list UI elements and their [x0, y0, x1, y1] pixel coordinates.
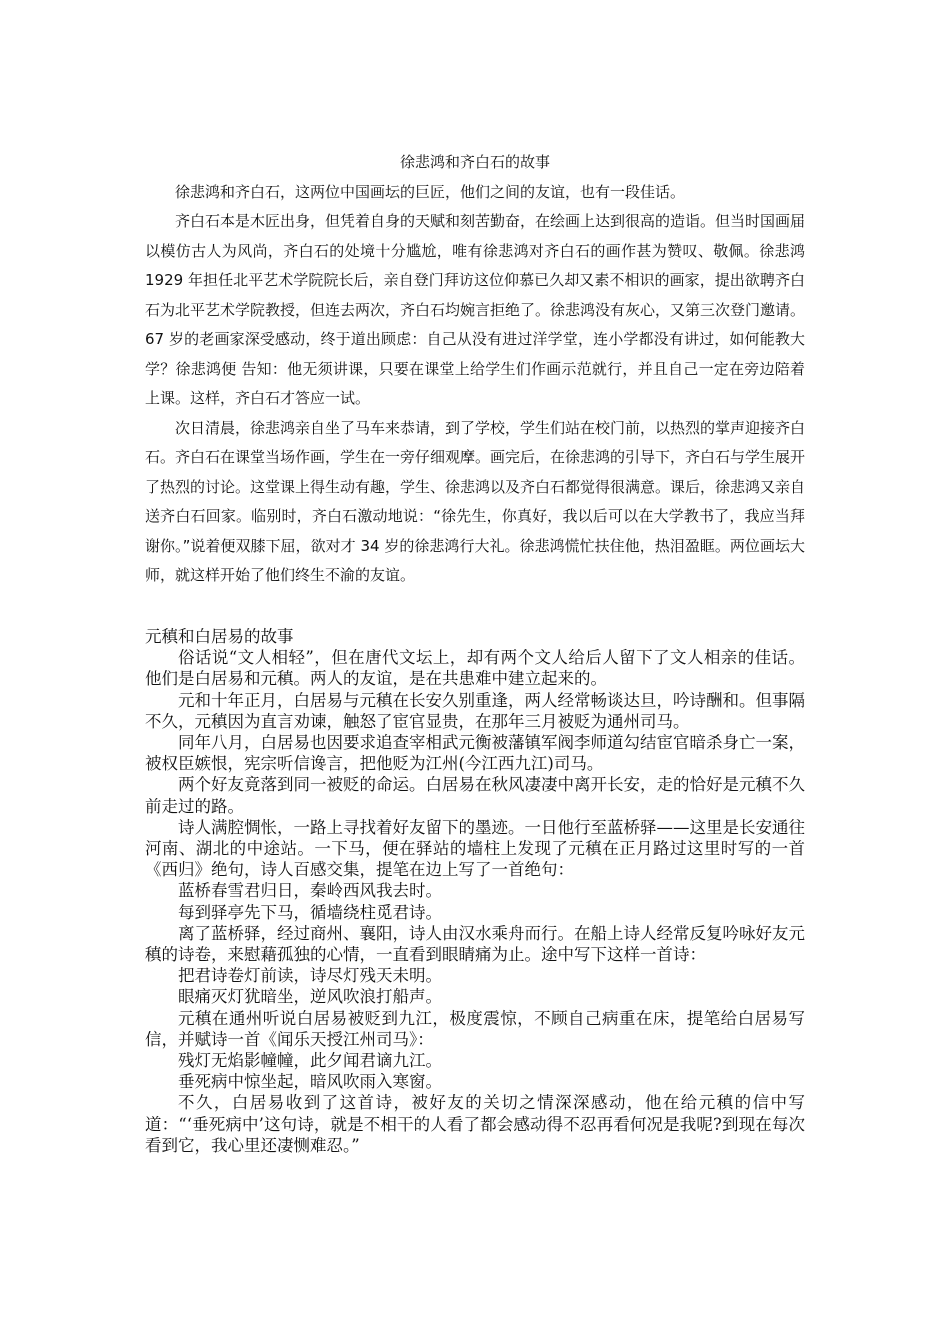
poem-line: 蓝桥春雪君归日，秦岭西风我去时。: [178, 881, 442, 901]
paragraph: 不久，白居易收到了这首诗，被好友的关切之情深深感动，他在给元稹的信中写道：“‘垂死病中’这句诗，就是不相干的人看了都会感动得不忍再看何况是我呢?到现在每次看到它，我心里还凄恻难忍。”: [145, 1093, 805, 1155]
story-title: 徐悲鸿和齐白石的故事: [399, 153, 550, 171]
paragraph: 徐悲鸿和齐白石，这两位中国画坛的巨匠，他们之间的友谊，也有一段佳话。: [175, 182, 686, 201]
paragraph: 两个好友竟落到同一被贬的命运。白居易在秋风凄凄中离开长安，走的恰好是元稹不久前走过的路。: [145, 775, 805, 816]
paragraph: 齐白石本是木匠出身，但凭着自身的天赋和刻苦勤奋，在绘画上达到很高的造诣。但当时国画届以模仿古人为风尚，齐白石的处境十分尴尬，唯有徐悲鸿对齐白石的画作甚为赞叹、敬佩。徐悲鸿 1929 年担任北平艺术学院院长后，亲自登门拜访这位仰慕已久却又素不相识的画家，提出欲聘齐白石为北平艺术学院教授，但连去两次，齐白石均婉言拒绝了。徐悲鸿没有灰心，又第三次登门邀请。67 岁的老画家深受感动，终于道出顾虑：自己从没有进过洋学堂，连小学都没有讲过，如何能教大学？徐悲鸿便 告知：他无须讲课，只要在课堂上给学生们作画示范就行，并且自己一定在旁边陪着上课。这样，齐白石才答应一试。: [145, 212, 806, 407]
story-title: 元稹和白居易的故事: [145, 627, 294, 646]
poem-line: 残灯无焰影幢幢，此夕闻君谪九江。: [178, 1051, 442, 1071]
poem-line: 每到驿亭先下马，循墙绕柱觅君诗。: [178, 902, 442, 922]
poem-line: 把君诗卷灯前读，诗尽灯残天未明。: [178, 966, 442, 986]
story-yuan-bai: [145, 626, 805, 1156]
paragraph: 元稹在通州听说白居易被贬到九江，极度震惊，不顾自己病重在床，提笔给白居易写信，并赋诗一首《闻乐天授江州司马》：: [145, 1008, 805, 1049]
paragraph: 同年八月，白居易也因要求追查宰相武元衡被藩镇军阀李师道勾结宦官暗杀身亡一案，被权臣嫉恨，宪宗听信谗言，把他贬为江州(今江西九江)司马。: [145, 733, 805, 774]
poem-line: 眼痛灭灯犹暗坐，逆风吹浪打船声。: [178, 987, 442, 1007]
poem-line: 垂死病中惊坐起，暗风吹雨入寒窗。: [178, 1072, 442, 1092]
story-xu-qi: [145, 148, 805, 591]
paragraph: 俗话说“文人相轻”，但在唐代文坛上，却有两个文人给后人留下了文人相亲的佳话。他们是白居易和元稹。两人的友谊，是在共患难中建立起来的。: [145, 648, 805, 689]
paragraph: 次日清晨，徐悲鸿亲自坐了马车来恭请，到了学校，学生们站在校门前，以热烈的掌声迎接齐白石。齐白石在课堂当场作画，学生在一旁仔细观摩。画完后，在徐悲鸿的引导下，齐白石与学生展开了热烈的讨论。这堂课上得生动有趣，学生、徐悲鸿以及齐白石都觉得很满意。课后，徐悲鸿又亲自送齐白石回家。临别时，齐白石激动地说：“徐先生，你真好，我以后可以在大学教书了，我应当拜谢你。”说着便双膝下屈，欲对才 34 岁的徐悲鸿行大礼。徐悲鸿慌忙扶住他，热泪盈眶。两位画坛大师，就这样开始了他们终生不渝的友谊。: [145, 418, 806, 584]
paragraph: 离了蓝桥驿，经过商州、襄阳，诗人由汉水乘舟而行。在船上诗人经常反复吟咏好友元稹的诗卷，来慰藉孤独的心情，一直看到眼睛痛为止。途中写下这样一首诗：: [145, 923, 805, 965]
paragraph: 诗人满腔惆怅，一路上寻找着好友留下的墨迹。一日他行至蓝桥驿——这里是长安通往河南、湖北的中途站。一下马，便在驿站的墙柱上发现了元稹在正月路过这里时写的一首《西归》绝句，诗人百感交集，提笔在边上写了一首绝句：: [145, 817, 805, 880]
paragraph: 元和十年正月，白居易与元稹在长安久别重逢，两人经常畅谈达旦，吟诗酬和。但事隔不久，元稹因为直言劝谏，触怒了宦官显贵，在那年三月被贬为通州司马。: [145, 690, 805, 731]
